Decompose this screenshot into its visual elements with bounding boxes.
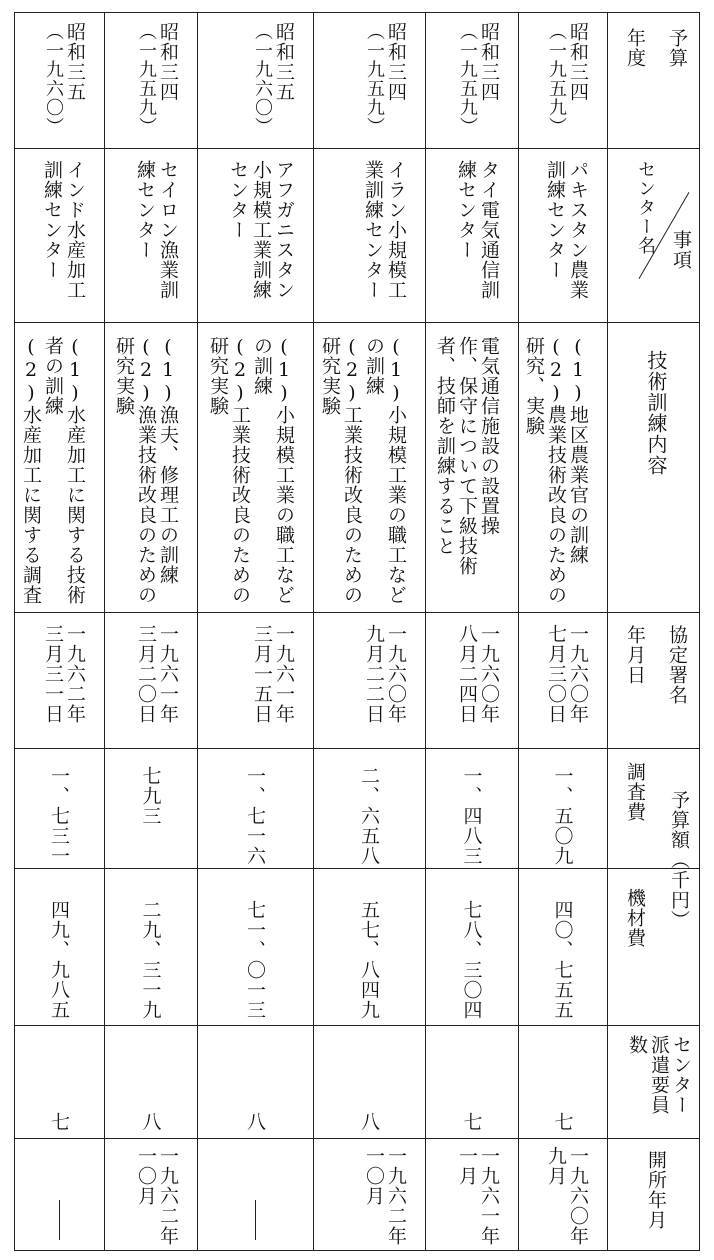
row-opening-date: 一九六一年: [478, 1146, 500, 1246]
row-center-name: セイロン漁業訓: [157, 160, 179, 300]
row-survey-cost: 七九三: [139, 766, 162, 826]
row-year: 昭和三五: [64, 22, 86, 102]
row-center-name: イラン小規模工: [385, 160, 407, 300]
column-divider: [518, 12, 519, 1250]
row-training-content: (2)工業技術改良のための: [229, 336, 251, 605]
row-equipment-cost: 七八、三〇四: [460, 900, 483, 1020]
row-training-content: の訓練: [363, 336, 385, 396]
row-equipment-cost: 五七、八四九: [358, 900, 380, 1020]
row-training-content: (2)農業技術改良のための: [545, 336, 567, 605]
row-signed-date: 一九六〇年: [385, 624, 407, 724]
header-item-label: 事項: [670, 230, 692, 270]
row-survey-cost: 二、六五八: [358, 766, 380, 866]
row-training-content: 電気通信施設の設置操: [478, 336, 500, 536]
row-center-name: 小規模工業訓練: [250, 160, 272, 300]
row-training-content: 研究実験: [207, 336, 229, 416]
header-center-label: センター名: [635, 160, 656, 255]
row-survey-cost: 一、五〇九: [551, 766, 574, 866]
row-opening-date: 一〇月: [363, 1146, 385, 1206]
row-training-content: の訓練: [251, 336, 273, 396]
row-signed-date: 一九六一年: [273, 624, 295, 724]
header-survey-cost-label: 調査費: [624, 762, 646, 822]
row-signed-date: 一九六一年: [157, 624, 179, 724]
column-divider: [197, 12, 198, 1250]
header-staff-count-label: 数: [626, 1035, 648, 1055]
row-year-ad: （一九六〇）: [252, 22, 273, 136]
row-center-name: 練センター: [455, 160, 477, 260]
row-training-content: 作、保守について下級技術: [456, 336, 478, 576]
row-year: 昭和三四: [157, 22, 179, 102]
header-budget-label: 予算額（千円）: [668, 790, 690, 930]
table-border-right: [699, 12, 700, 1250]
row-opening-date: 一九六〇年: [567, 1146, 589, 1246]
row-signed-date: 八月二四日: [456, 624, 478, 724]
row-signed-date: 三月一五日: [251, 624, 273, 724]
row-center-name: 練センター: [134, 160, 156, 260]
row-divider: [14, 612, 700, 613]
row-year-ad: （一九五九）: [457, 22, 478, 136]
column-divider: [104, 12, 105, 1250]
row-training-content: (1)水産加工に関する技術: [64, 336, 86, 605]
row-training-content: 研究、実験: [523, 336, 545, 436]
row-training-content: (2)漁業技術改良のための: [135, 336, 157, 605]
row-center-name: インド水産加工: [64, 160, 86, 300]
row-opening-date: 一〇月: [135, 1146, 157, 1206]
header-equipment-cost-label: 機材費: [624, 888, 646, 948]
row-opening-empty-mark: [255, 1200, 256, 1240]
row-center-name: タイ電気通信訓: [478, 160, 500, 300]
row-signed-date: 一九六二年: [64, 624, 86, 724]
row-year: 昭和三四: [567, 22, 589, 102]
row-training-content: (1)小規模工業の職工など: [385, 336, 407, 605]
column-divider: [425, 12, 426, 1250]
row-equipment-cost: 四九、九八五: [48, 900, 70, 1020]
row-divider: [14, 868, 700, 869]
row-equipment-cost: 四〇、七五五: [551, 900, 574, 1020]
row-opening-date: 九月: [545, 1146, 567, 1186]
row-signed-date: 三月三一日: [42, 624, 64, 724]
row-opening-date: 一九六二年: [157, 1146, 179, 1246]
header-year-budget-label: 予算: [666, 28, 688, 68]
column-divider: [607, 12, 608, 1250]
table-border-top: [14, 12, 700, 13]
row-training-content: (1)漁夫、修理工の訓練: [157, 336, 179, 585]
row-training-content: 研究実験: [113, 336, 135, 416]
row-training-content: 研究実験: [319, 336, 341, 416]
row-training-content: 者、技師を訓練すること: [434, 336, 456, 556]
row-divider: [14, 1138, 700, 1139]
row-divider: [14, 1025, 700, 1026]
row-staff-count: 七: [551, 1112, 574, 1132]
row-center-name: 訓練センター: [41, 160, 63, 280]
row-staff-count: 八: [358, 1112, 380, 1132]
header-opening-label: 開所年月: [645, 1150, 667, 1230]
row-year: 昭和三四: [478, 22, 500, 102]
row-divider: [14, 322, 700, 323]
row-year-ad: （一九五九）: [364, 22, 385, 136]
row-divider: [14, 148, 700, 149]
row-staff-count: 八: [244, 1112, 266, 1132]
column-divider: [313, 12, 314, 1250]
row-staff-count: 七: [48, 1112, 70, 1132]
row-center-name: 訓練センター: [544, 160, 566, 280]
row-center-name: センター: [227, 160, 249, 240]
row-staff-count: 八: [139, 1112, 162, 1132]
row-training-content: (2)水産加工に関する調査: [20, 336, 42, 605]
row-signed-date: 三月二〇日: [135, 624, 157, 724]
row-equipment-cost: 七一、〇一三: [244, 900, 266, 1020]
row-survey-cost: 一、七三一: [48, 766, 70, 866]
row-center-name: アフガニスタン: [273, 160, 295, 300]
row-year: 昭和三五: [273, 22, 295, 102]
row-survey-cost: 一、四八三: [460, 766, 483, 866]
header-staff-center-label: センター: [670, 1035, 692, 1115]
row-training-content: 者の訓練: [42, 336, 64, 416]
row-opening-empty-mark: [59, 1200, 60, 1240]
row-year-ad: （一九五九）: [136, 22, 157, 136]
row-signed-date: 九月二二日: [363, 624, 385, 724]
row-training-content: (2)工業技術改良のための: [341, 336, 363, 605]
row-year: 昭和三四: [385, 22, 407, 102]
row-center-name: パキスタン農業: [567, 160, 589, 300]
row-signed-date: 一九六〇年: [478, 624, 500, 724]
header-agreement-date-label: 年月日: [624, 625, 646, 685]
table-border-bottom: [14, 1250, 700, 1251]
row-opening-date: 一九六二年: [385, 1146, 407, 1246]
header-agreement-label: 協定署名: [666, 625, 688, 705]
row-survey-cost: 一、七一六: [244, 766, 266, 866]
row-signed-date: 七月三〇日: [545, 624, 567, 724]
row-year-ad: （一九六〇）: [43, 22, 64, 136]
row-equipment-cost: 二九、三一九: [139, 900, 162, 1020]
header-content-label: 技術訓練内容: [644, 350, 668, 476]
row-divider: [14, 748, 700, 749]
header-staff-dispatch-label: 派遣要員: [648, 1035, 670, 1115]
row-year-ad: （一九五九）: [546, 22, 567, 136]
row-training-content: (1)地区農業官の訓練: [567, 336, 589, 565]
row-opening-date: 一月: [456, 1146, 478, 1186]
row-staff-count: 七: [460, 1112, 483, 1132]
row-signed-date: 一九六〇年: [567, 624, 589, 724]
row-center-name: 業訓練センター: [362, 160, 384, 300]
header-year-label: 年度: [624, 28, 646, 68]
row-training-content: (1)小規模工業の職工など: [273, 336, 295, 605]
table-border-left: [14, 12, 15, 1250]
